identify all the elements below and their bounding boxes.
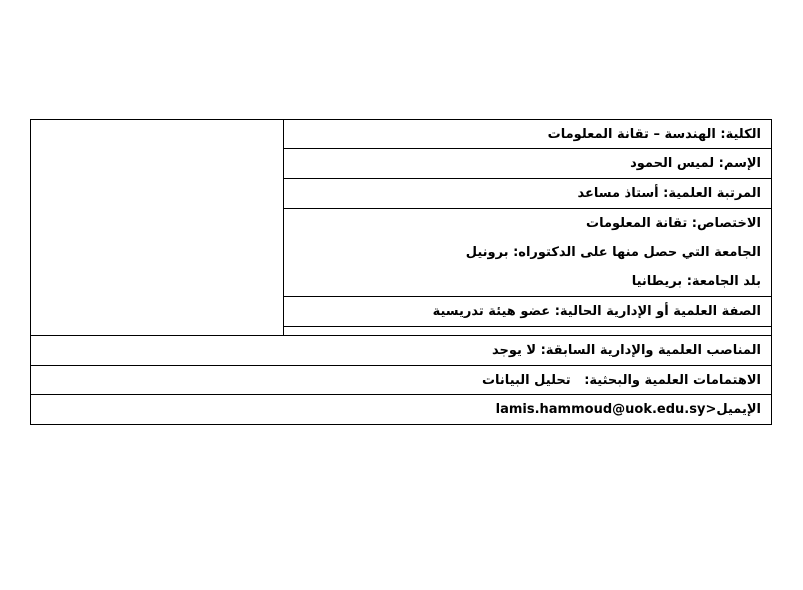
interests-cell bbox=[31, 366, 772, 395]
rank-cell bbox=[284, 179, 772, 209]
current-position-text: الصفة العلمية أو الإدارية الحالية: عضو هيئة تدريسية bbox=[432, 304, 761, 319]
faculty-cell bbox=[284, 120, 772, 149]
name-text: الإسم: لميس الحمود bbox=[630, 156, 761, 171]
photo-placeholder bbox=[31, 120, 284, 336]
previous-positions-text: المناصب العلمية والإدارية السابقة: لا يوجد bbox=[491, 343, 761, 358]
cv-table bbox=[30, 119, 772, 425]
email-cell bbox=[31, 395, 772, 425]
phd-university-text: الجامعة التي حصل منها على الدكتوراه: برونيل bbox=[465, 245, 761, 260]
name-cell bbox=[284, 149, 772, 179]
rank-text: المرتبة العلمية: أستاذ مساعد bbox=[577, 186, 761, 201]
email-link[interactable]: lamis.hammoud@uok.edu.sy> bbox=[495, 402, 717, 417]
previous-positions-cell bbox=[31, 336, 772, 366]
email-label: الإيميل bbox=[716, 402, 761, 417]
university-country-text: بلد الجامعة: بريطانيا bbox=[631, 274, 761, 289]
specialization-text: الاختصاص: تقانة المعلومات bbox=[586, 216, 761, 231]
spacer-cell bbox=[284, 327, 772, 336]
current-position-cell bbox=[284, 297, 772, 327]
education-cell bbox=[284, 209, 772, 297]
interests-text: الاهتمامات العلمية والبحثية: تحليل البيانات bbox=[481, 372, 761, 388]
faculty-text: الكلية: الهندسة – تقانة المعلومات bbox=[547, 126, 761, 142]
